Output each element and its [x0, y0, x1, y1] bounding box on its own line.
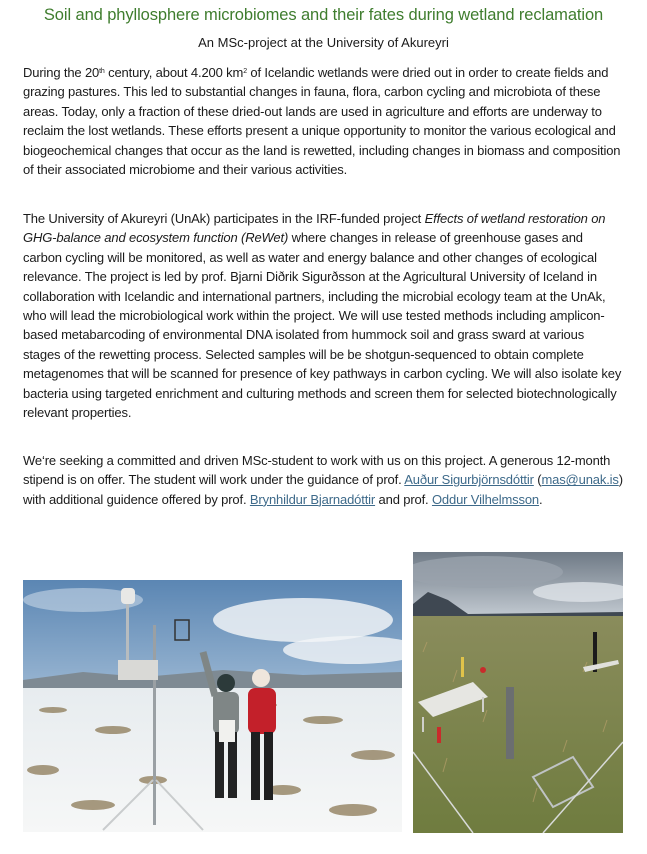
link-audur[interactable]: Auður Sigurbjörnsdóttir [404, 472, 534, 488]
p3-text-e: . [539, 491, 543, 507]
page-subtitle: An MSc-project at the University of Akureyri [198, 35, 449, 50]
p2-project-title: Effects of wetland restoration on GHG-balance and ecosystem function (ReWet) [23, 211, 606, 246]
p3-text-c: ) with additional guidence offered by prof. [23, 472, 623, 507]
p2-text-b: where changes in release of greenhouse gases and carbon cycling will be monitored, as well as water and energy balance and other changes of ecological relevance. The project is led by prof. Bjarni Diðrik Sigurðsson at the Agricultural University of Iceland in collaboration with Icelandic and international partners, including the microbial ecology team at the UnAk, who will lead the microbiological work within the project. We will use tested methods including amplicon-based metabarcoding of environmental DNA isolated from hummock soil and grass sward at various stages of the rewetting process. Selected samples will be be shotgun-sequenced to obtain complete metagenomes that will be scanned for presence of key pathways in carbon cycling. We will also isolate key bacteria using targeted enrichment and culturing methods and screen them for selected biotechnologically relevant properties. [23, 230, 622, 421]
link-email[interactable]: mas@unak.is [541, 472, 619, 488]
paragraph-background [23, 63, 623, 179]
photo-researchers-snow [23, 580, 402, 832]
p1-text-a: During the 20 [23, 65, 100, 80]
p3-text-b: ( [533, 472, 542, 488]
p2-text-a: The University of Akureyri (UnAk) participates in the IRF-funded project [23, 211, 425, 226]
p1-sup-th: th [99, 68, 105, 75]
p3-text-a: We‘re seeking a committed and driven MSc-student to work with us on this project. A generous 12-month stipend is on offer. The student will work under the guidance of prof. [23, 453, 611, 488]
link-brynhildur[interactable]: Brynhildur Bjarnadóttir [249, 491, 376, 507]
page-title: Soil and phyllosphere microbiomes and their fates during wetland reclamation [43, 6, 604, 24]
p3-text-d: and prof. [375, 491, 432, 507]
paragraph-project [23, 209, 623, 422]
paragraph-position [23, 451, 623, 509]
link-oddur[interactable]: Oddur Vilhelmsson [431, 491, 540, 507]
p1-sup-2: 2 [243, 68, 247, 75]
p1-text-b: century, about 4.200 km [104, 65, 244, 80]
photo-wetland-plots [413, 552, 623, 833]
p1-text-c: of Icelandic wetlands were dried out in order to create fields and grazing pastures. This led to substantial changes in fauna, flora, carbon cycling and microbiota of these areas. Today, only a fraction of these dried-out lands are used in agriculture and efforts are underway to reclaim the lost wetlands. These efforts present a unique opportunity to monitor the various ecological and biogeochemical changes that occur as the land is rewetted, including changes in biomass and composition of their associated microbiome and their various activities. [23, 65, 621, 178]
